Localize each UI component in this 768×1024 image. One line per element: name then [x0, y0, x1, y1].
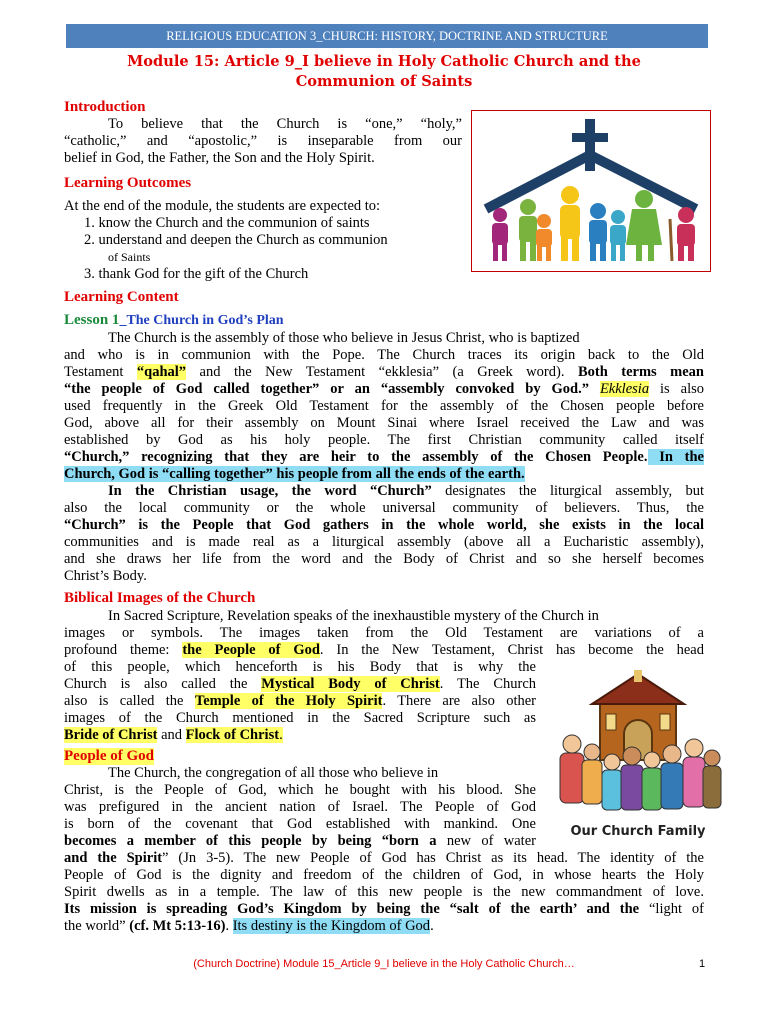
people-of-god-paragraph-wide: and the Spirit” (Jn 3-5). The new People of God has Christ as its head. The identity of the People of God is the dignity and freedom of the children of God, in whose hearts the Holy Spirit dwells as in a temple. The law of this new people is the new commandment of love. Its mission is spreading God’s Kingdom by being the “salt of the earth’ and the “light of the world” (cf. Mt 5:13-16). Its destiny is the Kingdom of God. [64, 850, 704, 934]
list-item: 1. know the Church and the communion of saints [84, 215, 370, 231]
document-header-banner: RELIGIOUS EDUCATION 3_CHURCH: HISTORY, DOCTRINE AND STRUCTURE [66, 24, 708, 48]
learning-outcomes-heading: Learning Outcomes [64, 175, 192, 191]
list-item: of Saints [108, 250, 151, 264]
biblical-images-paragraph-wide: In Sacred Scripture, Revelation speaks of the inexhaustible mystery of the Church in images or symbols. The images taken from the Old Testament are variations of a profound theme: the People of God. In the New Testament, Christ has become the head [64, 608, 704, 658]
biblical-images-paragraph-narrow: of this people, which henceforth is his Body that is why the Church is also called the Mystical Body of Christ. The Church also is called the Temple of the Holy Spirit. There are also other images of the Church mentioned in the Sacred Scripture such as Bride of Christ and Flock of Christ. [64, 659, 537, 743]
learning-outcomes-list: At the end of the module, the students are expected to: 1. know the Church and the communion of saints 2. understand and deepen the Church as communion of Saints 3. thank God for the gift of the Church [64, 198, 464, 283]
list-item: 2. understand and deepen the Church as communion [84, 232, 388, 248]
biblical-images-heading: Biblical Images of the Church [64, 590, 256, 606]
lesson-paragraph-1: The Church is the assembly of those who believe in Jesus Christ, who is baptized and who is in communion with the Pope. The Church traces its origin back to the Old Testament “qahal” and the New Testament “ekklesia” (a Greek word). Both terms mean “the people of God called together” or an “assembly convoked by God.” Ekklesia is also used frequently in the Greek Old Testament for the assembly of the Chosen people before God, above all for their assembly on Mount Sinai where Israel received the Law and was established by God as his holy people. The first Christian community called itself “Church,” recognizing that they are heir to the assembly of the Chosen People. In the Church, God is “calling together” his people from all the ends of the earth. [64, 330, 705, 482]
lesson-title: Lesson 1_The Church in God’s Plan [64, 312, 284, 328]
page-number: 1 [699, 958, 706, 970]
image-caption: Our Church Family [570, 824, 706, 839]
people-of-god-heading: People of God [64, 748, 154, 764]
church-family-illustration [471, 110, 711, 272]
learning-content-heading: Learning Content [64, 289, 179, 305]
lesson-paragraph-2: In the Christian usage, the word “Church” designates the liturgical assembly, but also the local community or the whole universal community of believers. Thus, the “Church” is the People that God gathers in the whole world, she exists in the local communities and is made real as a liturgical assembly (above all a Eucharistic assembly), and she draws her life from the word and the Body of Christ and so she herself becomes Christ’s Body. [64, 483, 704, 584]
list-item: 3. thank God for the gift of the Church [84, 266, 309, 282]
page-footer: (Church Doctrine) Module 15_Article 9_I believe in the Holy Catholic Church… [193, 958, 575, 970]
church-family-cartoon [552, 670, 724, 846]
module-title: Module 15: Article 9_I believe in Holy Catholic Church and the Communion of Saints [127, 53, 641, 90]
introduction-heading: Introduction [64, 99, 146, 115]
people-of-god-paragraph-narrow: The Church, the congregation of all those who believe in Christ, is the People of God, which he bought with his blood. She was prefigured in the ancient nation of Israel. The People of God is born of the covenant that God established with mankind. One becomes a member of this people by being “born a new of water [64, 765, 536, 849]
introduction-paragraph: To believe that the Church is “one,” “holy,” “catholic,” and “apostolic,” is inseparable from our belief in God, the Father, the Son and the Holy Spirit. [64, 116, 462, 166]
